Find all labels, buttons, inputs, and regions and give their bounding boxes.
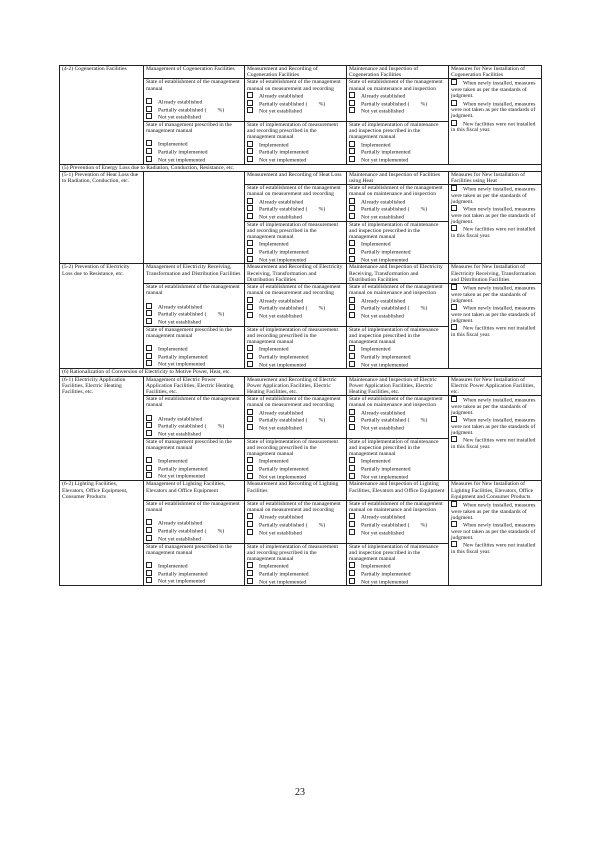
checkbox-partially-implemented[interactable]: Partially implemented xyxy=(146,465,242,473)
checkbox-notyet[interactable]: Not yet established xyxy=(146,318,242,326)
checkbox-partial[interactable]: Partially established ( %) xyxy=(247,100,344,108)
checkbox-partial[interactable]: Partially established ( %) xyxy=(146,310,242,318)
header-cell: Measures for New Installation of Electricity Receiving, Transformation and Distribution Facilities xyxy=(449,264,542,284)
header-cell: Maintenance and Inspection of Electricity Receiving, Transformation and Distribution Facilities xyxy=(347,264,449,284)
checkbox-implemented[interactable]: Implemented xyxy=(146,345,242,353)
checkbox-notyet[interactable]: Not yet established xyxy=(349,312,446,320)
checkbox-not-implemented[interactable]: Not yet implemented xyxy=(349,473,446,481)
implementation-cell: State of management prescribed in the management manual Implemented Partially implemented Not yet implemented xyxy=(144,326,245,369)
establishment-cell: State of establishment of the management manual on measurement and recording Already established Partially established ( %) Not yet established xyxy=(245,284,347,327)
checkbox-not-implemented[interactable]: Not yet implemented xyxy=(349,361,446,369)
checkbox-notyet[interactable]: Not yet established xyxy=(247,213,344,221)
checkbox-new-taken[interactable]: When newly installed, measures were taken as per the standards of judgment. xyxy=(451,502,536,521)
checkbox-partial[interactable]: Partially established ( %) xyxy=(247,521,344,529)
checkbox-notyet[interactable]: Not yet established xyxy=(349,529,446,537)
checkbox-notyet[interactable]: Not yet established xyxy=(349,213,446,221)
establishment-cell: State of establishment of the management manual Already established Partially established ( %) Not yet established xyxy=(144,396,245,439)
checkbox-not-implemented[interactable]: Not yet implemented xyxy=(247,473,344,481)
checkbox-not-implemented[interactable]: Not yet implemented xyxy=(247,156,344,164)
checkbox-already[interactable]: Already established xyxy=(349,513,446,521)
checkbox-new-not-taken[interactable]: When newly installed, measures were not taken as per the standards of judgment. xyxy=(451,206,536,226)
checkbox-no-new[interactable]: New facilities were not installed in this fiscal year. xyxy=(451,325,536,339)
establishment-cell: State of establishment of the management manual Already established Partially established ( %) Not yet established xyxy=(144,79,245,122)
table-row xyxy=(60,171,542,184)
new-installation-cell xyxy=(449,284,542,369)
checkbox-no-new[interactable]: New facilities were not installed in this fiscal year. xyxy=(451,437,536,451)
checkbox-implemented[interactable]: Implemented xyxy=(247,457,344,465)
checkbox-already[interactable]: Already established xyxy=(146,415,242,423)
checkbox-partially-implemented[interactable]: Partially implemented xyxy=(247,353,344,361)
checkbox-partial[interactable]: Partially established ( %) xyxy=(349,521,446,529)
checkbox-not-implemented[interactable]: Not yet implemented xyxy=(146,577,242,585)
establishment-cell: State of establishment of the management manual on maintenance and inspection Already established Partially established ( %) Not yet established xyxy=(347,500,449,543)
checkbox-not-implemented[interactable]: Not yet implemented xyxy=(247,578,344,586)
checkbox-implemented[interactable]: Implemented xyxy=(349,562,446,570)
checkbox-new-not-taken[interactable]: When newly installed, measures were not taken as per the standards of judgment. xyxy=(451,417,536,437)
checkbox-partially-implemented[interactable]: Partially implemented xyxy=(146,570,242,578)
section-row xyxy=(60,369,542,376)
table-row xyxy=(60,481,542,501)
checkbox-partial[interactable]: Partially established ( %) xyxy=(146,527,242,535)
item-6-2: (6-2) Lighting Facilities, Elevators, Office Equipment, Consumer Products xyxy=(60,481,144,586)
header-cell: Management of Electric Power Application Facilities, Electric Heating Facilities, etc. xyxy=(144,376,245,396)
checkbox-notyet[interactable]: Not yet established xyxy=(146,113,242,121)
header-cell: Measurement and Recording of Electric Power Application Facilities, Electric Heating Facilities, etc. xyxy=(245,376,347,396)
checkbox-notyet[interactable]: Not yet established xyxy=(247,312,344,320)
checkbox-implemented[interactable]: Implemented xyxy=(146,562,242,570)
checkbox-not-implemented[interactable]: Not yet implemented xyxy=(146,472,242,480)
checkbox-notyet[interactable]: Not yet established xyxy=(146,430,242,438)
new-installation-cell xyxy=(449,185,542,264)
header-cell: Measures for New Installation of Lighting Facilities, Elevators, Office Equipment and Consumer Products xyxy=(449,481,542,501)
implementation-cell: State of implementation of measurement and recording prescribed in the management manual Implemented Partially implemented Not yet implemented xyxy=(245,326,347,369)
header-cell: Measurement and Recording of Electricity Receiving, Transformation and Distribution Facilities xyxy=(245,264,347,284)
checkbox-already[interactable]: Already established xyxy=(349,409,446,417)
table-row xyxy=(60,376,542,396)
header-cell: Measures for New Installation of Electric Power Application Facilities, etc. xyxy=(449,376,542,396)
checkbox-not-implemented[interactable]: Not yet implemented xyxy=(247,256,344,264)
checkbox-already[interactable]: Already established xyxy=(247,198,344,206)
new-installation-cell xyxy=(449,79,542,164)
checkbox-notyet[interactable]: Not yet established xyxy=(349,107,446,115)
checkbox-notyet[interactable]: Not yet established xyxy=(247,529,344,537)
establishment-cell: State of establishment of the management manual on maintenance and inspection Already established Partially established ( %) Not yet established xyxy=(347,396,449,439)
checkbox-already[interactable]: Already established xyxy=(247,409,344,417)
checkbox-already[interactable]: Already established xyxy=(247,513,344,521)
checkbox-new-taken[interactable]: When newly installed, measures were taken as per the standards of judgment. xyxy=(451,285,536,304)
header-cell: Maintenance and Inspection of Lighting Facilities, Elevators and Office Equipment xyxy=(347,481,449,501)
header-cell: Maintenance and Inspection of Electric Power Application Facilities, Electric Heating Facilities, etc. xyxy=(347,376,449,396)
header-cell: Management of Electricity Receiving, Transformation and Distribution Facilities xyxy=(144,264,245,284)
checkbox-no-new[interactable]: New facilities were not installed in this fiscal year. xyxy=(451,121,536,134)
header-cell: Measures for New Installation of Cogeneration Facilities xyxy=(449,66,542,79)
establishment-cell: State of establishment of the management manual Already established Partially established ( %) Not yet established xyxy=(144,284,245,327)
table-row xyxy=(60,264,542,284)
section-heading-5: (5) Prevention of Energy Loss due to Radiation, Conduction, Resistance, etc. xyxy=(60,164,542,171)
implementation-cell: State of implementation of maintenance and inspection prescribed in the management manual Implemented Partially implemented Not yet implemented xyxy=(347,326,449,369)
implementation-cell: State of management prescribed in the management manual Implemented Partially implemented Not yet implemented xyxy=(144,438,245,481)
checkbox-notyet[interactable]: Not yet established xyxy=(146,535,242,543)
checkbox-notyet[interactable]: Not yet established xyxy=(247,424,344,432)
checkbox-implemented[interactable]: Implemented xyxy=(247,141,344,149)
header-cell: Management of Cogeneration Facilities xyxy=(144,66,245,79)
section-heading-6: (6) Rationalization of Conversion of Electricity to Motive Power, Heat, etc. xyxy=(60,369,542,376)
item-5-2: (5-2) Prevention of Electricity Loss due to Resistance, etc. xyxy=(60,264,144,369)
checkbox-partially-implemented[interactable]: Partially implemented xyxy=(247,570,344,578)
checkbox-partially-implemented[interactable]: Partially implemented xyxy=(349,148,446,156)
checkbox-no-new[interactable]: New facilities were not installed in this fiscal year. xyxy=(451,542,536,555)
checkbox-partial[interactable]: Partially established ( %) xyxy=(247,205,344,213)
implementation-cell: State of implementation of measurement and recording prescribed in the management manual Implemented Partially implemented Not yet implemented xyxy=(245,543,347,586)
header-cell: Maintenance and Inspection of Cogeneration Facilities xyxy=(347,66,449,79)
checkbox-partially-implemented[interactable]: Partially implemented xyxy=(247,465,344,473)
checkbox-implemented[interactable]: Implemented xyxy=(349,240,446,248)
checkbox-already[interactable]: Already established xyxy=(247,297,344,305)
implementation-cell: State of management prescribed in the management manual Implemented Partially implemented Not yet implemented xyxy=(144,543,245,586)
implementation-cell: State of implementation of measurement and recording prescribed in the management manual Implemented Partially implemented Not yet implemented xyxy=(245,438,347,481)
checkbox-partially-implemented[interactable]: Partially implemented xyxy=(146,148,242,156)
energy-management-checklist-table xyxy=(59,65,542,586)
checkbox-already[interactable]: Already established xyxy=(146,519,242,527)
checkbox-implemented[interactable]: Implemented xyxy=(349,141,446,149)
checkbox-partially-implemented[interactable]: Partially implemented xyxy=(247,148,344,156)
checkbox-implemented[interactable]: Implemented xyxy=(146,140,242,148)
checkbox-not-implemented[interactable]: Not yet implemented xyxy=(349,578,446,586)
establishment-cell: State of establishment of the management manual on maintenance and inspection Already established Partially established ( %) Not yet established xyxy=(347,185,449,222)
checkbox-partially-implemented[interactable]: Partially implemented xyxy=(349,465,446,473)
table-row xyxy=(60,66,542,79)
checkbox-partial[interactable]: Partially established ( %) xyxy=(247,416,344,424)
implementation-cell: State of management prescribed in the management manual Implemented Partially implemented Not yet implemented xyxy=(144,121,245,164)
item-6-1: (6-1) Electricity Application Facilities, Electric Heating Facilities, etc. xyxy=(60,376,144,481)
checkbox-new-taken[interactable]: When newly installed, measures were taken as per the standards of judgment. xyxy=(451,80,536,100)
checkbox-partial[interactable]: Partially established ( %) xyxy=(349,205,446,213)
establishment-cell: State of establishment of the management manual on measurement and recording Already established Partially established ( %) Not yet established xyxy=(245,185,347,222)
checkbox-already[interactable]: Already established xyxy=(349,198,446,206)
checkbox-not-implemented[interactable]: Not yet implemented xyxy=(349,256,446,264)
checkbox-new-not-taken[interactable]: When newly installed, measures were not taken as per the standards of judgment. xyxy=(451,522,536,541)
item-5-1: (5-1) Prevention of Heat Loss due to Radiation, Conduction, etc. xyxy=(60,171,144,264)
page-number: 23 xyxy=(295,787,305,798)
header-cell: Measurement and Recording of Cogeneration Facilities xyxy=(245,66,347,79)
item-4-2: (4-2) Cogeneration Facilities xyxy=(60,66,144,165)
implementation-cell: State of implementation of measurement and recording prescribed in the management manual Implemented Partially implemented Not yet implemented xyxy=(245,121,347,164)
checkbox-partially-implemented[interactable]: Partially implemented xyxy=(349,353,446,361)
checkbox-implemented[interactable]: Implemented xyxy=(247,240,344,248)
checkbox-already[interactable]: Already established xyxy=(349,92,446,100)
checkbox-new-not-taken[interactable]: When newly installed, measures were not taken as per the standards of judgment. xyxy=(451,101,536,120)
checkbox-not-implemented[interactable]: Not yet implemented xyxy=(146,360,242,368)
checkbox-notyet[interactable]: Not yet established xyxy=(247,107,344,115)
establishment-cell: State of establishment of the management manual Already established Partially established ( %) Not yet established xyxy=(144,500,245,543)
checkbox-already[interactable]: Already established xyxy=(146,98,242,106)
checkbox-already[interactable]: Already established xyxy=(146,303,242,311)
checkbox-partial[interactable]: Partially established ( %) xyxy=(146,422,242,430)
checkbox-partial[interactable]: Partially established ( %) xyxy=(349,100,446,108)
checkbox-partially-implemented[interactable]: Partially implemented xyxy=(146,353,242,361)
checkbox-new-taken[interactable]: When newly installed, measures were taken as per the standards of judgment. xyxy=(451,186,536,206)
checkbox-partial[interactable]: Partially established ( %) xyxy=(349,416,446,424)
header-cell: Measurement and Recording of Lighting Facilities xyxy=(245,481,347,501)
header-cell: Measurement and Recording of Heat Loss xyxy=(245,171,347,184)
checkbox-implemented[interactable]: Implemented xyxy=(146,457,242,465)
new-installation-cell xyxy=(449,500,542,585)
header-cell: Management of Lighting Facilities, Elevators and Office Equipment xyxy=(144,481,245,501)
checkbox-no-new[interactable]: New facilities were not installed in this fiscal year. xyxy=(451,226,536,240)
checkbox-new-taken[interactable]: When newly installed, measures were taken as per the standards of judgment. xyxy=(451,397,536,417)
new-installation-cell xyxy=(449,396,542,481)
checkbox-not-implemented[interactable]: Not yet implemented xyxy=(146,156,242,164)
checkbox-partially-implemented[interactable]: Partially implemented xyxy=(349,570,446,578)
section-row xyxy=(60,164,542,171)
empty-cell xyxy=(144,171,245,264)
checkbox-partial[interactable]: Partially established ( %) xyxy=(349,304,446,312)
implementation-cell: State of implementation of maintenance and inspection prescribed in the management manual Implemented Partially implemented Not yet implemented xyxy=(347,221,449,264)
checkbox-implemented[interactable]: Implemented xyxy=(349,345,446,353)
establishment-cell: State of establishment of the management manual on maintenance and inspection Already established Partially established ( %) Not yet established xyxy=(347,79,449,122)
checkbox-implemented[interactable]: Implemented xyxy=(247,562,344,570)
checkbox-implemented[interactable]: Implemented xyxy=(349,457,446,465)
checkbox-not-implemented[interactable]: Not yet implemented xyxy=(247,361,344,369)
checkbox-partially-implemented[interactable]: Partially implemented xyxy=(247,248,344,256)
checkbox-partially-implemented[interactable]: Partially implemented xyxy=(349,248,446,256)
checkbox-not-implemented[interactable]: Not yet implemented xyxy=(349,156,446,164)
header-cell: Measures for New Installation of Facilities using Heat xyxy=(449,171,542,184)
implementation-cell: State of implementation of maintenance and inspection prescribed in the management manual Implemented Partially implemented Not yet implemented xyxy=(347,543,449,586)
implementation-cell: State of implementation of measurement and recording prescribed in the management manual Implemented Partially implemented Not yet implemented xyxy=(245,221,347,264)
establishment-cell: State of establishment of the management manual on maintenance and inspection Already established Partially established ( %) Not yet established xyxy=(347,284,449,327)
checkbox-partial[interactable]: Partially established ( %) xyxy=(146,106,242,114)
header-cell: Maintenance and Inspection of Facilities using Heat xyxy=(347,171,449,184)
establishment-cell: State of establishment of the management manual on measurement and recording Already established Partially established ( %) Not yet established xyxy=(245,396,347,439)
implementation-cell: State of implementation of maintenance and inspection prescribed in the management manual Implemented Partially implemented Not yet implemented xyxy=(347,438,449,481)
checkbox-already[interactable]: Already established xyxy=(349,297,446,305)
establishment-cell: State of establishment of the management manual on measurement and recording Already established Partially established ( %) Not yet established xyxy=(245,79,347,122)
checkbox-already[interactable]: Already established xyxy=(247,92,344,100)
checkbox-implemented[interactable]: Implemented xyxy=(247,345,344,353)
checkbox-notyet[interactable]: Not yet established xyxy=(349,424,446,432)
checkbox-new-not-taken[interactable]: When newly installed, measures were not taken as per the standards of judgment. xyxy=(451,305,536,325)
implementation-cell: State of implementation of maintenance and inspection prescribed in the management manual Implemented Partially implemented Not yet implemented xyxy=(347,121,449,164)
checkbox-partial[interactable]: Partially established ( %) xyxy=(247,304,344,312)
establishment-cell: State of establishment of the management manual on measurement and recording Already established Partially established ( %) Not yet established xyxy=(245,500,347,543)
